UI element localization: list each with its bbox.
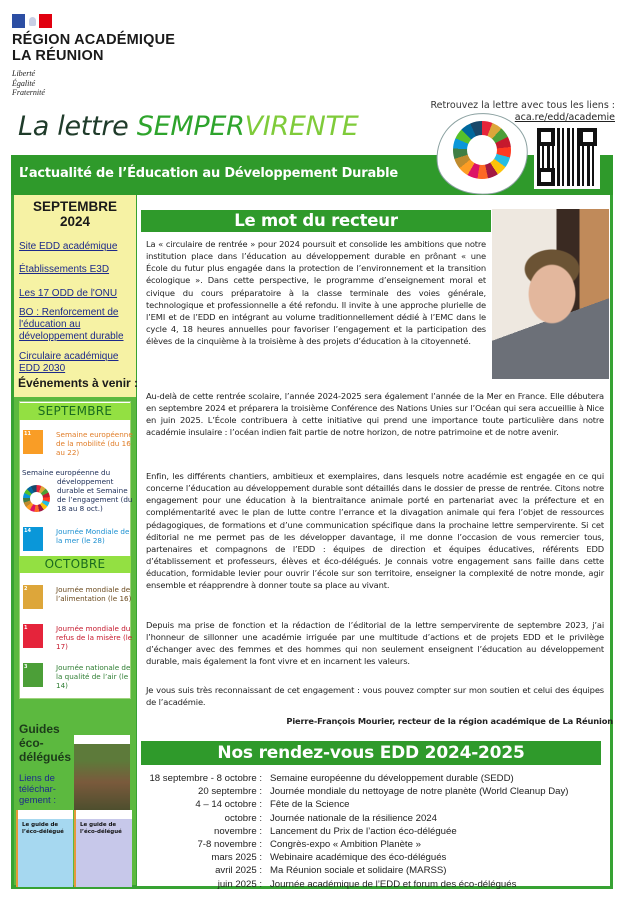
guide-cover-lycee-photo[interactable] (74, 735, 130, 821)
agenda-date: 4 – 14 octobre : (195, 799, 262, 811)
links-caption: Retrouvez la lettre avec tous les liens : (430, 100, 615, 111)
agenda-date: mars 2025 : (211, 852, 262, 864)
agenda-item (141, 864, 601, 877)
event-food-day: Journée mondiale de l’alimentation (le 16) (56, 585, 132, 603)
issue-date (14, 199, 136, 229)
link-bo-renforcement[interactable]: BO : Renforcement de l'éducation au développement durable (19, 307, 124, 342)
agenda-event: Fête de la Science (270, 799, 350, 811)
agenda-item (141, 851, 601, 864)
republic-motto (12, 69, 175, 98)
qr-code-icon[interactable] (534, 125, 600, 189)
title-semper: SEMPER (136, 111, 245, 142)
guides-title: Guides éco-délégués (19, 722, 72, 764)
agenda-item (141, 798, 601, 811)
editorial-paragraph-3: Enfin, les différents chantiers, ambitieux et exemplaires, dans lesquels notre académie est engagée en ce qui concerne l’éducation au développement durable sont détaillés dans le dossier de presse de rentrée. Citons notre engagement pour une éducation à la bientraitance animale porté en partenariat avec la préfecture et en complémentarité avec le plan de lutte contre l’errance et la divagation animale qui fera l’objet de ressources pédagogiques, de formations et d’une communication spécifique dans la prochaine lettre sempervirente. Si cet éditorial ne me permet pas de les développer davantage, il me donne l’occasion de vous remercier tous, partenaires et compagnons de l’EDD : équipes de direction et équipes éducatives, référents EDD d’établissement et professeurs, élèves et éco-délégués. Je connais votre engagement sans faille dans cette éducation, formidable levier pour ouvrir l’école sur son territoire, enseigner la complexité de notre monde, agir ensemble et réapprendre à donner toute sa place au vivant. (146, 471, 604, 591)
event-sedd-rest: développement durable et Semaine de l’engagement (du 18 au 8 oct.) (57, 477, 133, 513)
issue-month: SEPTEMBRE (32, 199, 117, 214)
newsletter-link[interactable]: aca.re/edd/academie (514, 112, 615, 123)
agenda-date: 7-8 novembre : (197, 839, 262, 851)
event-ocean-day: Journée Mondiale de la mer (le 28) (56, 527, 130, 545)
agenda-event: Journée académique de l’EDD et forum des éco-délégués (270, 878, 517, 890)
agenda-list (141, 772, 601, 891)
event-poverty-day: Journée mondiale du refus de la misère (le 17) (56, 624, 133, 651)
agenda-event: Semaine européenne du développement durable (SEDD) (270, 773, 514, 784)
agenda-item (141, 785, 601, 798)
editorial-paragraph-4: Depuis ma prise de fonction et la rédaction de l’éditorial de la lettre sempervirente de septembre 2023, j’ai l’honneur de sillonner une académie irriguée par une multitude d’actions et de projets EDD et le privilège d’échanger avec des femmes et des hommes qui non seulement enseignent l’éducation au développement durable, mais également la font vivre et en incarnent les valeurs. (146, 620, 604, 667)
guide-cover-title: Le guide de l’éco-délégué (80, 822, 122, 835)
guide-cover-lycee[interactable] (74, 810, 132, 887)
banner-subtitle: L’actualité de l’Éducation au Développement Durable (19, 166, 399, 181)
link-etablissements-e3d[interactable]: Établissements E3D (19, 264, 110, 275)
event-air-quality-day: Journée nationale de la qualité de l’air (le 14) (56, 663, 131, 690)
link-17-odd[interactable]: Les 17 ODD de l'ONU (19, 288, 118, 299)
institution-name-line2: LA RÉUNION (12, 47, 104, 64)
editorial-heading: Le mot du recteur (141, 210, 491, 232)
newsletter-title (18, 111, 358, 142)
sdg-3-icon: 3 (23, 663, 43, 687)
agenda-event: Lancement du Prix de l’action éco-déléguée (270, 825, 457, 837)
guide-cover-college[interactable] (16, 810, 73, 887)
motto-fraternite: Fraternité (12, 88, 45, 97)
editorial-signature: Pierre-François Mourier, recteur de la région académique de La Réunion (286, 716, 613, 726)
agenda-event: Webinaire académique des éco-délégués (270, 852, 447, 864)
guides-download-label: Liens de téléchar-gement : (19, 773, 56, 806)
agenda-event: Ma Réunion sociale et solidaire (MARSS) (270, 865, 447, 877)
agenda-item (141, 772, 601, 785)
agenda-item (141, 812, 601, 825)
link-circulaire-academique[interactable]: Circulaire académique EDD 2030 (19, 351, 119, 374)
agenda-event: Journée nationale de la résilience 2024 (270, 812, 437, 824)
guide-cover-title: Le guide de l’éco-délégué (22, 822, 64, 835)
institution-name-line1: RÉGION ACADÉMIQUE (12, 32, 176, 48)
sdg-1-icon: 1 (23, 624, 43, 648)
agenda-item (141, 878, 601, 891)
rector-portrait (492, 209, 609, 379)
event-mobility-week: Semaine européenne de la mobilité (du 16 au 22) (56, 430, 133, 457)
agenda-item (141, 838, 601, 851)
link-site-edd[interactable]: Site EDD académique (19, 241, 118, 252)
motto-egalite: Égalité (12, 78, 36, 88)
sdg-wheel-icon (453, 121, 511, 179)
editorial-paragraph-5: Je vous suis très reconnaissant de cet engagement : vous pouvez compter sur mon soutien et celui des équipes de l’académie. (146, 685, 604, 708)
agenda-event: Journée mondiale du nettoyage de notre planète (World Cleanup Day) (270, 786, 569, 798)
agenda-date: 20 septembre : (198, 786, 262, 798)
event-sedd-line1: Semaine européenne du (22, 468, 111, 477)
events-month-october: OCTOBRE (19, 556, 131, 573)
agenda-event: Congrès-expo « Ambition Planète » (270, 839, 421, 851)
marianne-flag-icon (12, 14, 52, 28)
academy-logo (12, 14, 175, 98)
agenda-item (141, 825, 601, 838)
editorial-paragraph-2: Au-delà de cette rentrée scolaire, l’année 2024-2025 sera également l’année de la Mer en France. Elle débutera en septembre 2024 et préparera la troisième Conférence des Nations Unies sur l’Océan qui sera accueillie à Nice en juin 2025. L’École contribuera à cette initiative qui prend une importance toute particulière dans notre académie insulaire : l’océan indien fait partie de notre horizon, de notre patrimoine et de notre avenir. (146, 391, 604, 438)
title-virente: VIRENTE (244, 111, 359, 142)
agenda-date: 18 septembre - 8 octobre : (149, 773, 262, 784)
agenda-date: octobre : (224, 812, 262, 824)
sdg-11-icon: 11 (23, 430, 43, 454)
agenda-date: juin 2025 : (217, 878, 262, 890)
sdg-wheel-icon (23, 485, 50, 512)
agenda-heading: Nos rendez-vous EDD 2024-2025 (141, 741, 601, 765)
agenda-date: novembre : (214, 825, 262, 837)
agenda-date: avril 2025 : (215, 865, 262, 877)
title-la-lettre: La lettre (18, 111, 137, 142)
editorial-paragraph-1: La « circulaire de rentrée » pour 2024 poursuit et consolide les ambitions que notre institution place dans l’éducation au développement durable en prônant « une École du futur plus engagée dans la protection de l’environnement et la transition écologique ». Dans cette perspective, le programme d’enseignement moral et civique du cours préparatoire à la classe terminale des voies générale, technologique et professionnelle a été refondu. Il invite à une approche plurielle de l’EMI et de l’EDD en intégrant au volume traditionnellement dédié à l’EMC dans le cycle 4, 18 heures annuelles pour favoriser l’engagement et la participation des élèves de la cinquième à la troisième à des projets d’éducation à la citoyenneté. (146, 239, 486, 347)
motto-liberte: Liberté (12, 69, 36, 78)
issue-year: 2024 (59, 214, 91, 229)
sdg-2-icon: 2 (23, 585, 43, 609)
events-heading: Événements à venir : (18, 376, 139, 390)
sdg-14-icon: 14 (23, 527, 43, 551)
events-month-september: SEPTEMBRE (19, 403, 131, 420)
